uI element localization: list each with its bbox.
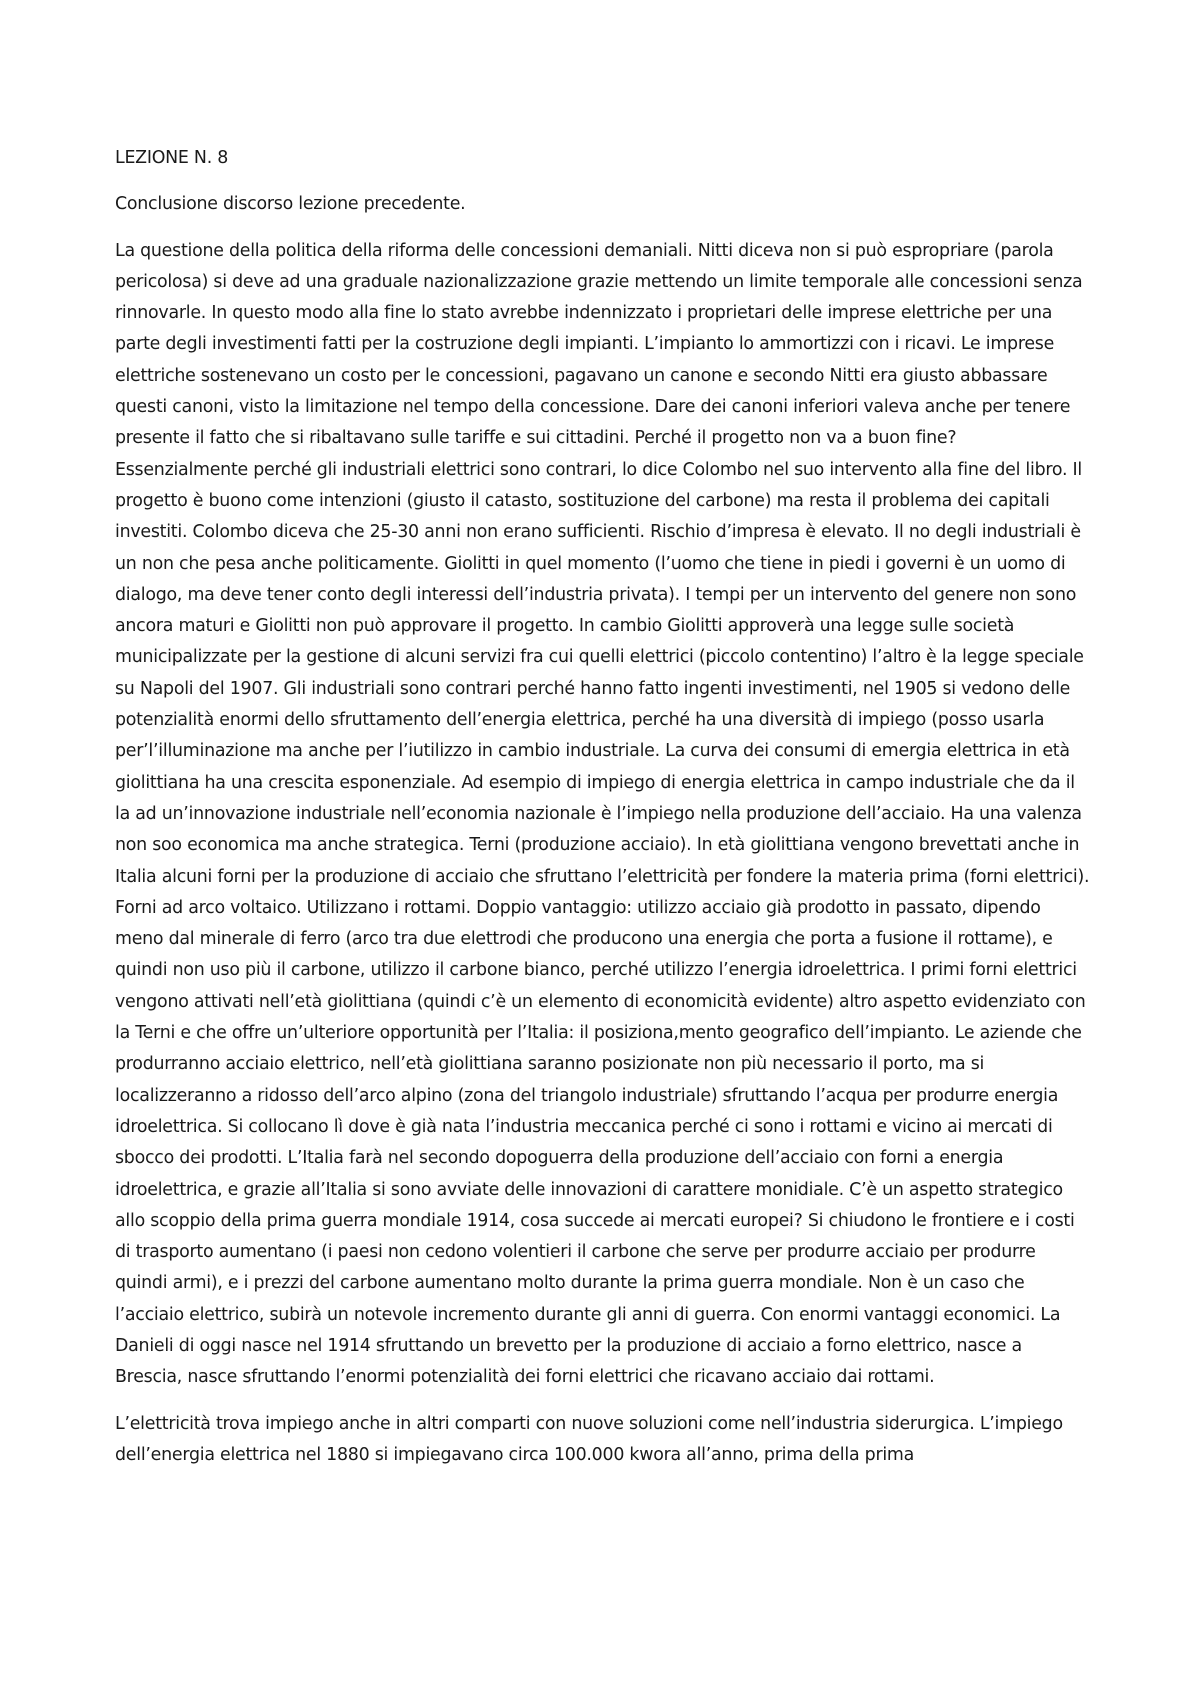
body-paragraph-2: L’elettricità trova impiego anche in altri comparti con nuove soluzioni come nell’industria siderurgica. L’impiego dell’energia elettrica nel 1880 si impiegavano circa 100.000 kwora all’anno, prima della prima bbox=[115, 1413, 1063, 1465]
body-paragraph-1: La questione della politica della riforma delle concessioni demaniali. Nitti diceva non si può espropriare (parola pericolosa) si deve ad una graduale nazionalizzazione grazie mettendo un limite temporale alle concessioni senza rinnovarle. In questo modo alla fine lo stato avrebbe indennizzato i proprietari delle imprese elettriche per una parte degli investimenti fatti per la costruzione degli impianti. L’impianto lo ammortizzi con i ricavi. Le imprese elettriche sostenevano un costo per le concessioni, pagavano un canone e secondo Nitti era giusto abbassare questi canoni, visto la limitazione nel tempo della concessione. Dare dei canoni inferiori valeva anche per tenere presente il fatto che si ribaltavano sulle tariffe e sui cittadini. Perché il progetto non va a buon fine? Essenzialmente perché gli industriali elettrici sono contrari, lo dice Colombo nel suo intervento alla fine del libro. Il progetto è buono come intenzioni (giusto il catasto, sostituzione del carbone) ma resta il problema dei capitali investiti. Colombo diceva che 25-30 anni non erano sufficienti. Rischio d’impresa è elevato. Il no degli industriali è un non che pesa anche politicamente. Giolitti in quel momento (l’uomo che tiene in piedi i governi è un uomo di dialogo, ma deve tener conto degli interessi dell’industria privata). I tempi per un intervento del genere non sono ancora maturi e Giolitti non può approvare il progetto. In cambio Giolitti approverà una legge sulle società municipalizzate per la gestione di alcuni servizi fra cui quelli elettrici (piccolo contentino) l’altro è la legge speciale su Napoli del 1907. Gli industriali sono contrari perché hanno fatto ingenti investimenti, nel 1905 si vedono delle potenzialità enormi dello sfruttamento dell’energia elettrica, perché ha una diversità di impiego (posso usarla per’l’illuminazione ma anche per l’iutilizzo in cambio industriale. La curva dei consumi di emergia elettrica in età giolittiana ha una crescita esponenziale. Ad esempio di impiego di energia elettrica in campo industriale che da il la ad un’innovazione industriale nell’economia nazionale è l’impiego nella produzione dell’acciaio. Ha una valenza non soo economica ma anche strategica. Terni (produzione acciaio). In età giolittiana vengono brevettati anche in Italia alcuni forni per la produzione di acciaio che sfruttano l’elettricità per fondere la materia prima (forni elettrici). Forni ad arco voltaico. Utilizzano i rottami. Doppio vantaggio: utilizzo acciaio già prodotto in passato, dipendo meno dal minerale di ferro (arco tra due elettrodi che producono una energia che porta a fusione il rottame), e quindi non uso più il carbone, utilizzo il carbone bianco, perché utilizzo l’energia idroelettrica. I primi forni elettrici vengono attivati nell’età giolittiana (quindi c’è un elemento di economicità evidente) altro aspetto evidenziato con la Terni e che offre un’ulteriore opportunità per l’Italia: il posiziona,mento geografico dell’impianto. Le aziende che produrranno acciaio elettrico, nell’età giolittiana saranno posizionate non più necessario il porto, ma si localizzeranno a ridosso dell’arco alpino (zona del triangolo industriale) sfruttando l’acqua per produrre energia idroelettrica. Si collocano lì dove è già nata l’industria meccanica perché ci sono i rottami e vicino ai mercati di sbocco dei prodotti. L’Italia farà nel secondo dopoguerra della produzione dell’acciaio con forni a energia idroelettrica, e grazie all’Italia si sono avviate delle innovazioni di carattere monidiale. C’è un aspetto strategico allo scoppio della prima guerra mondiale 1914, cosa succede ai mercati europei? Si chiudono le frontiere e i costi di trasporto aumentano (i paesi non cedono volentieri il carbone che serve per produrre acciaio per produrre quindi armi), e i prezzi del carbone aumentano molto durante la prima guerra mondiale. Non è un caso che l’acciaio elettrico, subirà un notevole incremento durante gli anni di guerra. Con enormi vantaggi economici. La Danieli di oggi nasce nel 1914 sfruttando un brevetto per la produzione di acciaio a forno elettrico, nasce a Brescia, nasce sfruttando l’enormi potenzialità dei forni elettrici che ricavano acciaio dai rottami. bbox=[115, 240, 1090, 1388]
document-page bbox=[115, 143, 1090, 1471]
lesson-title: LEZIONE N. 8 bbox=[115, 148, 229, 168]
lesson-subtitle: Conclusione discorso lezione precedente. bbox=[115, 194, 466, 215]
